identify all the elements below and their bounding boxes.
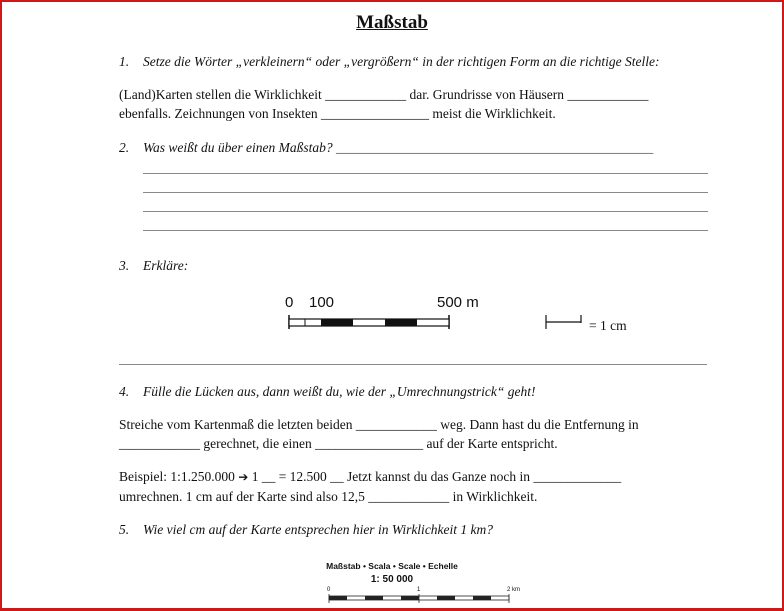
map-scale-bar (327, 594, 513, 606)
question-4 (119, 384, 535, 400)
scale-label-zero: 0 (285, 294, 294, 311)
scale-bar-graphic (286, 312, 456, 332)
page-title: Maßstab (356, 12, 428, 33)
scale-label-500m: 500 m (437, 294, 479, 311)
question-number: 4. (119, 384, 130, 399)
answer-line (143, 173, 708, 174)
scale-box-tick-2: 2 km (507, 587, 521, 593)
scale-label-100: 100 (309, 294, 335, 311)
answer-line (143, 192, 708, 193)
example-ratio: Beispiel: 1:1.250.000 (119, 469, 235, 484)
q4-example-line-2: umrechnen. 1 cm auf der Karte sind also 12,5 ____________ in Wirklichkeit. (119, 489, 538, 504)
question-text: Was weißt du über einen Maßstab? (143, 140, 333, 155)
answer-line (143, 230, 708, 231)
arrow-icon: ➔ (238, 470, 249, 484)
small-scale-bar (544, 313, 584, 331)
question-3 (119, 258, 188, 274)
question-number: 1. (119, 54, 130, 69)
answer-blank: _______________________________________________ (336, 140, 654, 155)
question-number: 5. (119, 522, 130, 537)
question-number: 2. (119, 140, 130, 155)
small-scale-label: = 1 cm (589, 318, 627, 333)
q1-text-line-2: ebenfalls. Zeichnungen von Insekten ________________ meist die Wirklichkeit. (119, 106, 556, 121)
question-5 (119, 522, 493, 538)
answer-line (119, 364, 707, 365)
question-1 (119, 54, 660, 70)
answer-line (143, 211, 708, 212)
question-2 (119, 140, 653, 156)
question-text: Erkläre: (143, 258, 189, 273)
q4-text-line-2: ____________ gerechnet, die einen ________________ auf der Karte entspricht. (119, 436, 558, 451)
q4-text-line-1: Streiche vom Kartenmaß die letzten beiden ____________ weg. Dann hast du die Entfernung in (119, 417, 639, 432)
question-text: Fülle die Lücken aus, dann weißt du, wie der „Umrechnungstrick“ geht! (143, 384, 536, 399)
scale-box-tick-0: 0 (327, 587, 331, 593)
question-text: Setze die Wörter „verkleinern“ oder „vergrößern“ in der richtigen Form an die richtige Stelle: (143, 54, 660, 69)
scale-box-tick-1: 1 (417, 587, 421, 593)
q4-example-line-1 (119, 469, 621, 485)
q1-text-line-1: (Land)Karten stellen die Wirklichkeit ____________ dar. Grundrisse von Häusern ____________ (119, 87, 649, 102)
scale-box-ratio: 1: 50 000 (370, 574, 414, 585)
scale-box-heading: Maßstab • Scala • Scale • Echelle (326, 561, 458, 571)
question-number: 3. (119, 258, 130, 273)
question-text: Wie viel cm auf der Karte entsprechen hier in Wirklichkeit 1 km? (143, 522, 494, 537)
example-text: 1 __ = 12.500 __ Jetzt kannst du das Ganze noch in _____________ (251, 469, 622, 484)
